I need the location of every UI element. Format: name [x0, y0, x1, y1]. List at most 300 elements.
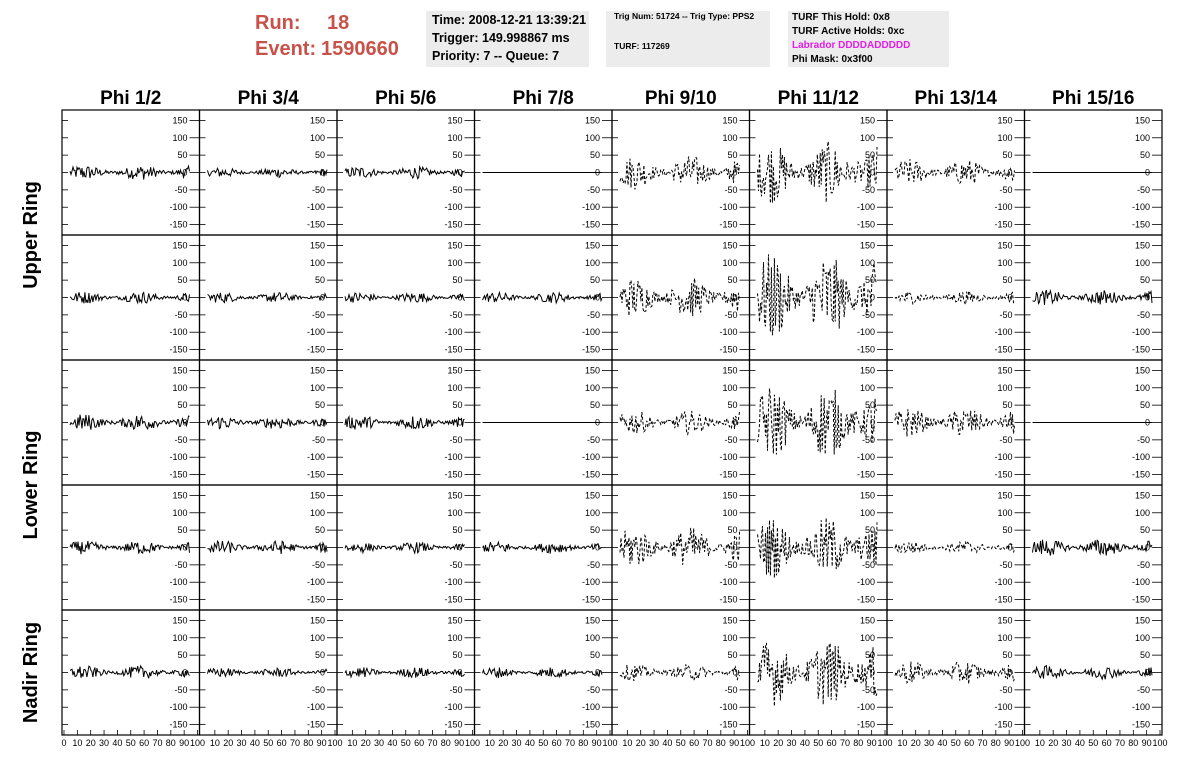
y-tick-label: 150: [172, 490, 188, 501]
y-tick-label: 100: [447, 382, 463, 393]
y-tick-label: -50: [311, 434, 325, 445]
y-tick-label: -100: [306, 577, 325, 588]
y-tick-label: -100: [169, 327, 188, 338]
row-title: Nadir Ring: [20, 621, 42, 724]
y-tick-label: 150: [722, 615, 738, 626]
x-tick-label: 20: [223, 738, 234, 748]
y-tick-label: -50: [999, 184, 1013, 195]
y-tick-label: 50: [1139, 400, 1150, 411]
y-tick-label: -50: [586, 184, 600, 195]
y-tick-label: -150: [1131, 219, 1150, 230]
panel-frame: [887, 110, 1025, 235]
y-tick-label: 50: [727, 275, 738, 286]
y-tick-label: -100: [444, 577, 463, 588]
y-tick-label: 0: [594, 292, 600, 303]
y-tick-label: -50: [311, 309, 325, 320]
phi-mask-text: Phi Mask: 0x3f00: [792, 54, 873, 65]
y-tick-label: 50: [727, 525, 738, 536]
y-tick-label: -50: [174, 434, 188, 445]
x-tick-label: 10: [897, 738, 908, 748]
waveform-trace: [208, 668, 328, 676]
x-tick-label: 100: [602, 738, 618, 748]
y-tick-label: 150: [997, 240, 1013, 251]
x-tick-label: 0: [61, 738, 67, 748]
y-tick-label: 50: [864, 275, 875, 286]
y-tick-label: -150: [1131, 469, 1150, 480]
y-tick-label: -150: [169, 219, 188, 230]
event-value: 1590660: [321, 38, 399, 60]
waveform-trace: [758, 518, 878, 578]
y-tick-label: -100: [581, 702, 600, 713]
y-tick-label: 50: [314, 400, 325, 411]
y-tick-label: -100: [719, 577, 738, 588]
y-tick-label: -50: [449, 684, 463, 695]
x-tick-label: 20: [635, 738, 646, 748]
x-tick-label: 10: [484, 738, 495, 748]
y-tick-label: 50: [727, 650, 738, 661]
y-tick-label: -150: [581, 594, 600, 605]
waveform-trace: [208, 293, 328, 303]
waveform-trace: [483, 668, 603, 678]
y-tick-label: 0: [869, 292, 875, 303]
x-tick-label: 70: [564, 738, 575, 748]
y-tick-label: -100: [444, 702, 463, 713]
x-tick-label: 70: [702, 738, 713, 748]
y-tick-label: 50: [1002, 150, 1013, 161]
x-tick-label: 30: [786, 738, 797, 748]
waveform-trace: [1033, 666, 1153, 680]
y-tick-label: 150: [447, 240, 463, 251]
y-tick-label: -150: [994, 719, 1013, 730]
x-tick-label: 80: [853, 738, 864, 748]
x-tick-label: 80: [990, 738, 1001, 748]
waveform-trace: [1033, 540, 1153, 556]
run-event-box: [255, 10, 399, 62]
y-tick-label: -150: [306, 469, 325, 480]
y-tick-label: 150: [859, 490, 875, 501]
waveform-grid: [0, 80, 1196, 772]
y-tick-label: 100: [309, 257, 325, 268]
x-tick-label: 100: [327, 738, 343, 748]
y-tick-label: -150: [169, 469, 188, 480]
y-tick-label: -100: [169, 202, 188, 213]
y-tick-label: 150: [997, 490, 1013, 501]
y-tick-label: -150: [169, 594, 188, 605]
waveform-trace: [208, 418, 328, 429]
y-tick-label: -150: [994, 344, 1013, 355]
y-tick-label: 0: [182, 542, 188, 553]
x-tick-label: 40: [387, 738, 398, 748]
x-tick-label: 10: [209, 738, 220, 748]
y-tick-label: 50: [589, 400, 600, 411]
y-tick-label: 50: [1002, 400, 1013, 411]
y-tick-label: 150: [722, 115, 738, 126]
x-tick-label: 60: [826, 738, 837, 748]
y-tick-label: 50: [314, 525, 325, 536]
y-tick-label: 0: [319, 542, 325, 553]
x-tick-label: 30: [99, 738, 110, 748]
y-tick-label: 150: [309, 240, 325, 251]
x-tick-label: 80: [578, 738, 589, 748]
y-tick-label: 0: [1144, 167, 1150, 178]
x-tick-label: 60: [689, 738, 700, 748]
x-tick-label: 50: [125, 738, 136, 748]
y-tick-label: 0: [732, 417, 738, 428]
y-tick-label: 50: [452, 275, 463, 286]
y-tick-label: -150: [994, 594, 1013, 605]
y-tick-label: 0: [457, 292, 463, 303]
y-tick-label: 150: [997, 365, 1013, 376]
y-tick-label: -150: [1131, 344, 1150, 355]
y-tick-label: -100: [994, 327, 1013, 338]
priority-text: Priority: 7 -- Queue: 7: [432, 49, 560, 63]
y-tick-label: 0: [182, 417, 188, 428]
x-tick-label: 60: [1101, 738, 1112, 748]
y-tick-label: 50: [589, 275, 600, 286]
x-tick-label: 30: [374, 738, 385, 748]
time-info-box: [426, 11, 589, 67]
y-tick-label: -100: [856, 452, 875, 463]
x-tick-label: 10: [759, 738, 770, 748]
y-tick-label: -100: [1131, 577, 1150, 588]
x-tick-label: 90: [1004, 738, 1015, 748]
y-tick-label: -100: [719, 202, 738, 213]
x-tick-label: 30: [649, 738, 660, 748]
y-tick-label: -50: [449, 184, 463, 195]
x-tick-label: 90: [591, 738, 602, 748]
waveform-trace: [345, 667, 465, 677]
y-tick-label: -100: [581, 202, 600, 213]
y-tick-label: -100: [1131, 202, 1150, 213]
x-tick-label: 70: [289, 738, 300, 748]
y-tick-label: 100: [172, 257, 188, 268]
y-tick-label: 0: [457, 167, 463, 178]
y-tick-label: 0: [869, 417, 875, 428]
x-tick-label: 90: [729, 738, 740, 748]
y-tick-label: -50: [586, 309, 600, 320]
waveform-trace: [620, 664, 740, 681]
y-tick-label: -150: [306, 344, 325, 355]
waveform-trace: [620, 278, 740, 316]
y-tick-label: -150: [444, 594, 463, 605]
y-tick-label: 100: [447, 632, 463, 643]
turf-text: TURF: 117269: [614, 41, 670, 51]
y-tick-label: -150: [719, 469, 738, 480]
x-tick-label: 50: [950, 738, 961, 748]
panel-frame: [750, 235, 888, 360]
x-tick-label: 90: [1141, 738, 1152, 748]
run-label: Run:: [255, 12, 301, 34]
y-tick-label: 100: [1134, 257, 1150, 268]
x-tick-label: 40: [249, 738, 260, 748]
y-tick-label: 100: [859, 507, 875, 518]
y-tick-label: 50: [177, 400, 188, 411]
x-tick-label: 20: [910, 738, 921, 748]
y-tick-label: -150: [719, 594, 738, 605]
y-tick-label: -100: [856, 702, 875, 713]
y-tick-label: 100: [309, 632, 325, 643]
x-tick-label: 80: [1128, 738, 1139, 748]
y-tick-label: 50: [1139, 150, 1150, 161]
x-tick-label: 50: [538, 738, 549, 748]
x-tick-label: 70: [152, 738, 163, 748]
y-tick-label: 50: [1002, 275, 1013, 286]
y-tick-label: -50: [1136, 559, 1150, 570]
y-tick-label: -100: [719, 452, 738, 463]
x-tick-label: 40: [799, 738, 810, 748]
y-tick-label: 0: [594, 667, 600, 678]
y-tick-label: 100: [1134, 132, 1150, 143]
x-tick-label: 50: [675, 738, 686, 748]
y-tick-label: -150: [1131, 594, 1150, 605]
x-tick-label: 100: [189, 738, 206, 748]
x-tick-label: 20: [1048, 738, 1059, 748]
y-tick-label: -50: [724, 309, 738, 320]
x-tick-label: 20: [360, 738, 371, 748]
y-tick-label: -50: [174, 309, 188, 320]
waveform-trace: [483, 293, 603, 303]
y-tick-label: 150: [859, 615, 875, 626]
x-tick-label: 60: [276, 738, 287, 748]
x-tick-label: 60: [964, 738, 975, 748]
waveform-trace: [620, 528, 740, 565]
y-tick-label: 50: [177, 525, 188, 536]
x-tick-label: 100: [464, 738, 481, 748]
y-tick-label: 100: [997, 257, 1013, 268]
y-tick-label: 0: [182, 667, 188, 678]
y-tick-label: 0: [1007, 667, 1013, 678]
y-tick-label: 100: [859, 257, 875, 268]
y-tick-label: 0: [182, 292, 188, 303]
y-tick-label: -150: [306, 219, 325, 230]
panel-frame: [475, 235, 613, 360]
y-tick-label: 100: [172, 632, 188, 643]
y-tick-label: 150: [309, 490, 325, 501]
y-tick-label: 0: [594, 542, 600, 553]
y-tick-label: -50: [999, 684, 1013, 695]
y-tick-label: 100: [1134, 507, 1150, 518]
y-tick-label: -150: [169, 719, 188, 730]
y-tick-label: -50: [586, 559, 600, 570]
x-tick-label: 60: [551, 738, 562, 748]
y-tick-label: -100: [169, 577, 188, 588]
x-tick-label: 100: [739, 738, 756, 748]
y-tick-label: 100: [447, 257, 463, 268]
y-tick-label: 0: [1007, 417, 1013, 428]
y-tick-label: 0: [319, 417, 325, 428]
y-tick-label: -50: [449, 309, 463, 320]
turf-info-box: [788, 11, 949, 67]
y-tick-label: 50: [314, 150, 325, 161]
y-tick-label: -50: [586, 684, 600, 695]
y-tick-label: -50: [1136, 184, 1150, 195]
x-tick-label: 80: [165, 738, 176, 748]
y-tick-label: 0: [869, 542, 875, 553]
y-tick-label: -50: [861, 559, 875, 570]
y-tick-label: -150: [581, 719, 600, 730]
y-tick-label: 150: [584, 115, 600, 126]
y-tick-label: 100: [997, 132, 1013, 143]
y-tick-label: -150: [856, 719, 875, 730]
y-tick-label: 100: [584, 632, 600, 643]
y-tick-label: -50: [311, 184, 325, 195]
y-tick-label: -50: [1136, 684, 1150, 695]
y-tick-label: -100: [1131, 702, 1150, 713]
y-tick-label: 0: [732, 167, 738, 178]
waveform-trace: [1033, 290, 1153, 305]
y-tick-label: -50: [724, 434, 738, 445]
waveform-trace: [620, 157, 740, 190]
y-tick-label: 0: [1144, 667, 1150, 678]
y-tick-label: -50: [1136, 434, 1150, 445]
y-tick-label: 50: [452, 650, 463, 661]
y-tick-label: 100: [584, 507, 600, 518]
y-tick-label: -150: [994, 469, 1013, 480]
x-tick-label: 100: [877, 738, 893, 748]
x-tick-label: 50: [400, 738, 411, 748]
y-tick-label: 0: [1144, 542, 1150, 553]
y-tick-label: 150: [1134, 115, 1150, 126]
column-title: Phi 3/4: [237, 88, 299, 109]
y-tick-label: 150: [722, 240, 738, 251]
y-tick-label: 50: [864, 400, 875, 411]
y-tick-label: 150: [859, 240, 875, 251]
waveform-trace: [483, 542, 603, 554]
panel-frame: [750, 360, 888, 485]
y-tick-label: -100: [306, 327, 325, 338]
y-tick-label: 50: [1139, 275, 1150, 286]
y-tick-label: -100: [169, 702, 188, 713]
y-tick-label: 50: [177, 650, 188, 661]
y-tick-label: 150: [172, 115, 188, 126]
y-tick-label: -150: [719, 219, 738, 230]
y-tick-label: -50: [174, 684, 188, 695]
trig-info-box: [606, 11, 770, 67]
y-tick-label: 100: [172, 132, 188, 143]
x-tick-label: 60: [139, 738, 150, 748]
waveform-trace: [345, 293, 465, 302]
y-tick-label: 0: [1144, 417, 1150, 428]
y-tick-label: 150: [447, 490, 463, 501]
x-tick-label: 90: [866, 738, 877, 748]
y-tick-label: -50: [861, 684, 875, 695]
x-tick-label: 10: [72, 738, 83, 748]
y-tick-label: -100: [306, 202, 325, 213]
y-tick-label: 0: [869, 667, 875, 678]
y-tick-label: -50: [174, 559, 188, 570]
y-tick-label: 150: [1134, 490, 1150, 501]
y-tick-label: -100: [306, 452, 325, 463]
y-tick-label: 100: [584, 132, 600, 143]
y-tick-label: 100: [722, 507, 738, 518]
x-tick-label: 70: [977, 738, 988, 748]
y-tick-label: -100: [581, 327, 600, 338]
y-tick-label: 150: [584, 490, 600, 501]
y-tick-label: -150: [581, 469, 600, 480]
waveform-trace: [758, 643, 878, 706]
y-tick-label: -100: [169, 452, 188, 463]
y-tick-label: -150: [856, 469, 875, 480]
y-tick-label: -100: [994, 577, 1013, 588]
y-tick-label: -150: [444, 344, 463, 355]
y-tick-label: 100: [722, 382, 738, 393]
y-tick-label: -150: [444, 719, 463, 730]
y-tick-label: 100: [172, 507, 188, 518]
y-tick-label: 50: [314, 275, 325, 286]
x-tick-label: 90: [316, 738, 327, 748]
y-tick-label: 50: [1002, 650, 1013, 661]
y-tick-label: 0: [594, 167, 600, 178]
waveform-trace: [70, 166, 190, 180]
panel-frame: [887, 610, 1025, 735]
y-tick-label: -50: [174, 184, 188, 195]
y-tick-label: 150: [722, 490, 738, 501]
y-tick-label: 150: [172, 365, 188, 376]
waveform-trace: [895, 662, 1015, 684]
y-tick-label: -50: [449, 434, 463, 445]
column-title: Phi 1/2: [100, 88, 162, 109]
y-tick-label: 0: [732, 542, 738, 553]
y-tick-label: 100: [859, 632, 875, 643]
y-tick-label: 100: [309, 507, 325, 518]
x-tick-label: 40: [112, 738, 123, 748]
y-tick-label: -150: [444, 219, 463, 230]
y-tick-label: 150: [172, 615, 188, 626]
y-tick-label: 150: [172, 240, 188, 251]
y-tick-label: 50: [589, 650, 600, 661]
waveform-trace: [345, 542, 465, 553]
x-tick-label: 70: [1114, 738, 1125, 748]
x-tick-label: 70: [427, 738, 438, 748]
panel-frame: [612, 360, 750, 485]
y-tick-label: 100: [997, 507, 1013, 518]
x-tick-label: 20: [85, 738, 96, 748]
y-tick-label: 0: [319, 292, 325, 303]
labrador-text: Labrador DDDDADDDDD: [792, 40, 911, 51]
y-tick-label: 150: [584, 365, 600, 376]
x-tick-label: 20: [498, 738, 509, 748]
waveform-trace: [895, 409, 1015, 436]
y-tick-label: 150: [859, 365, 875, 376]
row-title: Upper Ring: [20, 181, 42, 289]
y-tick-label: 100: [1134, 632, 1150, 643]
waveform-trace: [895, 542, 1015, 553]
y-tick-label: 150: [447, 615, 463, 626]
waveform-trace: [208, 168, 328, 177]
y-tick-label: 0: [594, 417, 600, 428]
y-tick-label: 100: [722, 132, 738, 143]
y-tick-label: -100: [856, 202, 875, 213]
y-tick-label: 50: [589, 525, 600, 536]
y-tick-label: 100: [722, 257, 738, 268]
column-title: Phi 15/16: [1052, 88, 1135, 109]
panel-frame: [612, 610, 750, 735]
y-tick-label: 100: [584, 257, 600, 268]
y-tick-label: 50: [1002, 525, 1013, 536]
y-tick-label: 0: [457, 667, 463, 678]
y-tick-label: -50: [1136, 309, 1150, 320]
x-tick-label: 10: [1034, 738, 1045, 748]
y-tick-label: 150: [447, 365, 463, 376]
y-tick-label: 50: [177, 150, 188, 161]
y-tick-label: 0: [182, 167, 188, 178]
y-tick-label: 50: [452, 400, 463, 411]
y-tick-label: 100: [584, 382, 600, 393]
y-tick-label: -100: [856, 577, 875, 588]
waveform-trace: [345, 167, 465, 179]
y-tick-label: -50: [861, 434, 875, 445]
y-tick-label: 100: [309, 382, 325, 393]
